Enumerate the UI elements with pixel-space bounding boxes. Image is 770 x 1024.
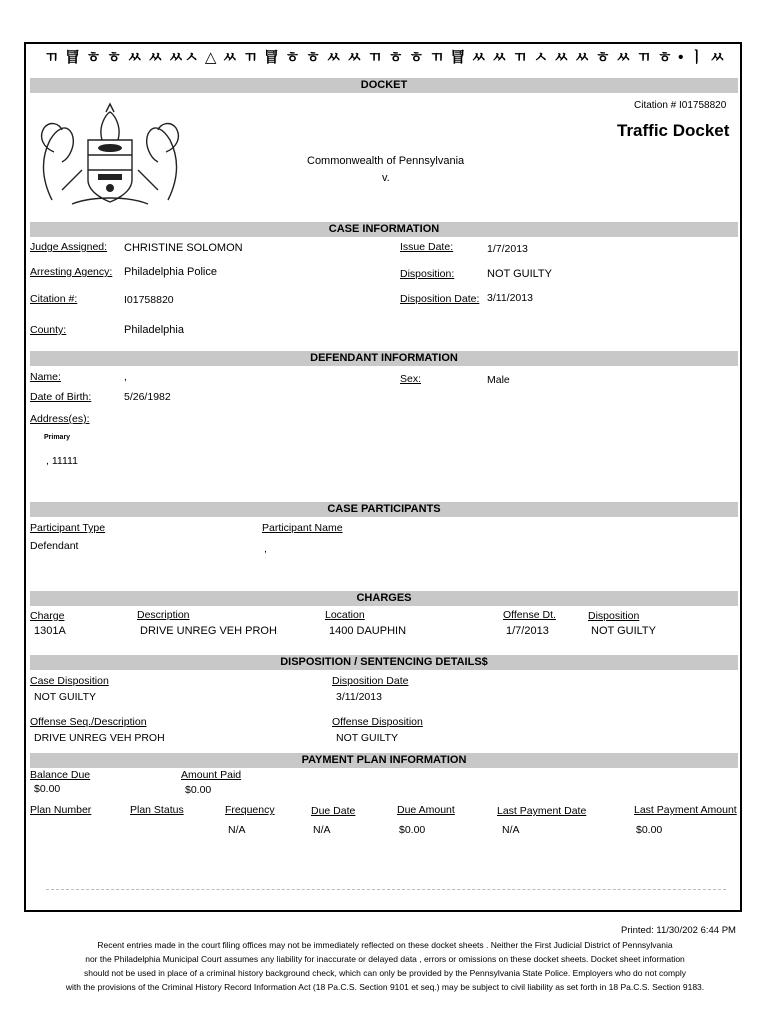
agency-value: Philadelphia Police [124, 266, 217, 278]
issue-date-value: 1/7/2013 [487, 243, 528, 255]
case-information-bar: CASE INFORMATION [30, 222, 738, 237]
frequency-header: Frequency [225, 804, 275, 816]
disposition-date-label: Disposition Date: [400, 293, 480, 305]
offense-description-label: Offense Seq./Description [30, 716, 147, 728]
amount-paid-value: $0.00 [185, 784, 212, 796]
disclaimer-footer [0, 938, 770, 994]
caption-commonwealth: Commonwealth of Pennsylvania [307, 155, 465, 167]
issue-date-label: Issue Date: [400, 241, 454, 253]
disclaimer-line: should not be used in place of a criminal history background check, which can only be provided by the Pennsylvania State Police. Employers who do not comply [84, 968, 686, 978]
address-type: Primary [44, 434, 71, 441]
charges-bar: CHARGES [30, 591, 738, 606]
payment-plan-bar: PAYMENT PLAN INFORMATION [30, 753, 738, 768]
due-date-header: Due Date [311, 805, 356, 817]
sex-value: Male [487, 374, 510, 386]
dob-label: Date of Birth: [30, 391, 92, 403]
disclaimer-line: with the provisions of the Criminal History Record Information Act (18 Pa.C.S. Section 9101 et seq.) may be subject to civil liability as set forth in 18 Pa.C.S. Section 9183. [65, 982, 705, 992]
offense-date-cell: 1/7/2013 [506, 625, 549, 637]
participant-type-header: Participant Type [30, 522, 106, 534]
agency-label: Arresting Agency: [30, 266, 113, 278]
amount-paid-label: Amount Paid [181, 769, 242, 781]
location-header: Location [325, 609, 365, 621]
printed-timestamp: Printed: 11/30/202 6:44 PM [621, 925, 736, 936]
court-title: ㄲ 冒 ㅎ ㅎ ㅆ ㅆ ㅆㅅ △ ㅆ ㄲ 冒 ㅎ ㅎ ㅆ ㅆ ㄲ ㅎ ㅎ ㄲ 冒 ㅆ ㅆ ㄲ ㅅ ㅆ ㅆ ㅎ ㅆ ㄲ ㅎ • ㅣ ㅆ [44, 49, 726, 66]
disposition-sentencing-bar: DISPOSITION / SENTENCING DETAILS$ [30, 655, 738, 670]
sex-label: Sex: [400, 373, 422, 385]
charge-header: Charge [30, 610, 65, 622]
plan-number-header: Plan Number [30, 804, 92, 816]
charge-disposition-cell: NOT GUILTY [591, 625, 656, 637]
address-label: Address(es): [30, 413, 90, 425]
disposition-label: Disposition: [400, 268, 455, 280]
sentencing-disposition-date-label: Disposition Date [332, 675, 409, 687]
charge-cell: 1301A [34, 625, 66, 637]
offense-description-value: DRIVE UNREG VEH PROH [34, 732, 165, 744]
docket-bar: DOCKET [30, 78, 738, 93]
disposition-value: NOT GUILTY [487, 268, 552, 280]
participant-name-cell: , [264, 543, 267, 555]
participant-type-cell: Defendant [30, 540, 79, 552]
disclaimer-line: Recent entries made in the court filing offices may not be immediately reflected on these docket sheets . Neither the First Judicial District of Pennsylvania [97, 940, 673, 950]
offense-date-header: Offense Dt. [503, 609, 556, 621]
address-value: , 11111 [46, 455, 78, 467]
offense-disposition-value: NOT GUILTY [336, 732, 399, 744]
case-disposition-value: NOT GUILTY [34, 691, 97, 703]
citation-label: Citation #: [30, 293, 78, 305]
charge-disposition-header: Disposition [588, 610, 640, 622]
dashed-divider [46, 889, 726, 890]
county-label: County: [30, 324, 67, 336]
sentencing-disposition-date-value: 3/11/2013 [336, 691, 382, 703]
county-value: Philadelphia [124, 324, 184, 336]
pennsylvania-seal-image [32, 100, 188, 212]
name-label: Name: [30, 371, 61, 383]
participant-name-header: Participant Name [262, 522, 343, 534]
judge-label: Judge Assigned: [30, 241, 108, 253]
description-cell: DRIVE UNREG VEH PROH [140, 625, 277, 637]
citation-value: I01758820 [124, 294, 174, 306]
dob-value: 5/26/1982 [124, 391, 171, 403]
offense-disposition-label: Offense Disposition [332, 716, 423, 728]
due-date-cell: N/A [313, 824, 331, 836]
plan-status-header: Plan Status [130, 804, 184, 816]
name-value: , [124, 371, 127, 383]
case-participants-bar: CASE PARTICIPANTS [30, 502, 738, 517]
last-payment-amount-cell: $0.00 [636, 824, 663, 836]
docket-type-title: Traffic Docket [617, 121, 730, 140]
disposition-date-value: 3/11/2013 [487, 292, 533, 304]
disclaimer-line: nor the Philadelphia Municipal Court assumes any liability for inaccurate or delayed data , errors or omissions on these docket sheets. Docket sheet information [85, 954, 685, 964]
due-amount-header: Due Amount [397, 804, 455, 816]
citation-header: Citation # I01758820 [634, 100, 727, 111]
frequency-cell: N/A [228, 824, 246, 836]
caption-versus: v. [382, 172, 390, 184]
location-cell: 1400 DAUPHIN [329, 625, 407, 637]
defendant-information-bar: DEFENDANT INFORMATION [30, 351, 738, 366]
judge-value: CHRISTINE SOLOMON [124, 242, 243, 254]
due-amount-cell: $0.00 [399, 824, 426, 836]
last-payment-amount-header: Last Payment Amount [634, 804, 737, 816]
balance-due-label: Balance Due [30, 769, 91, 781]
balance-due-value: $0.00 [34, 783, 61, 795]
description-header: Description [137, 609, 190, 621]
last-payment-date-header: Last Payment Date [497, 805, 587, 817]
last-payment-date-cell: N/A [502, 824, 520, 836]
case-disposition-label: Case Disposition [30, 675, 109, 687]
